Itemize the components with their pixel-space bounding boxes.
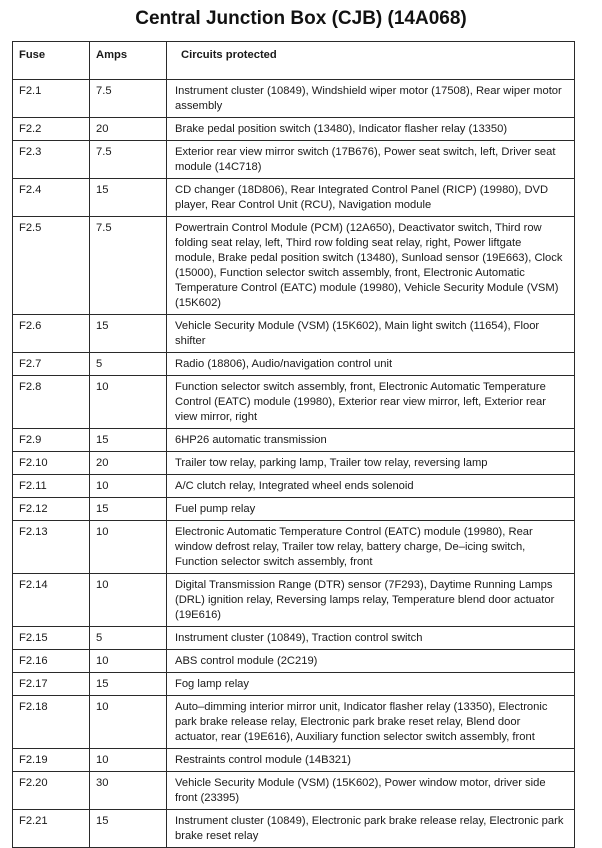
fuse-cell: F2.3 (13, 141, 90, 179)
circuits-cell: Function selector switch assembly, front, Electronic Automatic Temperature Control (EATC) module (19980), Exterior rear view mirror, left, Exterior rear view mirror, right (167, 376, 575, 429)
fuse-cell: F2.8 (13, 376, 90, 429)
header-fuse: Fuse (13, 42, 90, 80)
circuits-cell: Instrument cluster (10849), Windshield wiper motor (17508), Rear wiper motor assembly (167, 80, 575, 118)
table-row (13, 179, 575, 217)
fuse-cell: F2.4 (13, 179, 90, 217)
table-row (13, 353, 575, 376)
fuse-cell: F2.1 (13, 80, 90, 118)
table-row (13, 315, 575, 353)
amps-cell: 15 (90, 673, 167, 696)
table-row (13, 521, 575, 574)
table-row (13, 429, 575, 452)
header-circuits: Circuits protected (167, 42, 575, 80)
circuits-cell: Fuel pump relay (167, 498, 575, 521)
table-row (13, 749, 575, 772)
table-row (13, 673, 575, 696)
amps-cell: 15 (90, 498, 167, 521)
circuits-cell: ABS control module (2C219) (167, 650, 575, 673)
fuse-cell: F2.20 (13, 772, 90, 810)
table-row (13, 452, 575, 475)
amps-cell: 15 (90, 315, 167, 353)
fuse-cell: F2.2 (13, 118, 90, 141)
table-row (13, 376, 575, 429)
fuse-cell: F2.14 (13, 574, 90, 627)
table-row (13, 498, 575, 521)
circuits-cell: 6HP26 automatic transmission (167, 429, 575, 452)
circuits-cell: Powertrain Control Module (PCM) (12A650), Deactivator switch, Third row folding seat relay, left, Third row folding seat relay, right, Power liftgate module, Brake pedal position switch (13480), Sunload sensor (19E663), Clock (15000), Function selector switch assembly, front, Electronic Automatic Temperature Control (EATC) module (19980), Vehicle Security Module (VSM) (15K602) (167, 217, 575, 315)
amps-cell: 7.5 (90, 80, 167, 118)
table-row (13, 475, 575, 498)
circuits-cell: Vehicle Security Module (VSM) (15K602), Power window motor, driver side front (23395) (167, 772, 575, 810)
amps-cell: 15 (90, 179, 167, 217)
table-row (13, 118, 575, 141)
table-row (13, 810, 575, 848)
circuits-cell: Exterior rear view mirror switch (17B676), Power seat switch, left, Driver seat module (14C718) (167, 141, 575, 179)
circuits-cell: CD changer (18D806), Rear Integrated Control Panel (RICP) (19980), DVD player, Rear Control Unit (RCU), Navigation module (167, 179, 575, 217)
fuse-cell: F2.21 (13, 810, 90, 848)
table-row (13, 696, 575, 749)
fuse-cell: F2.17 (13, 673, 90, 696)
circuits-cell: Vehicle Security Module (VSM) (15K602), Main light switch (11654), Floor shifter (167, 315, 575, 353)
amps-cell: 10 (90, 696, 167, 749)
fuse-cell: F2.9 (13, 429, 90, 452)
circuits-cell: Instrument cluster (10849), Electronic park brake release relay, Electronic park brake reset relay (167, 810, 575, 848)
table-row (13, 80, 575, 118)
amps-cell: 5 (90, 353, 167, 376)
amps-cell: 10 (90, 376, 167, 429)
circuits-cell: Trailer tow relay, parking lamp, Trailer tow relay, reversing lamp (167, 452, 575, 475)
fuse-cell: F2.19 (13, 749, 90, 772)
fuse-cell: F2.18 (13, 696, 90, 749)
fuse-cell: F2.16 (13, 650, 90, 673)
fuse-cell: F2.13 (13, 521, 90, 574)
table-row (13, 217, 575, 315)
circuits-cell: Radio (18806), Audio/navigation control unit (167, 353, 575, 376)
circuits-cell: Electronic Automatic Temperature Control (EATC) module (19980), Rear window defrost relay, Trailer tow relay, battery charge, De–icing switch, Function selector switch assembly, front (167, 521, 575, 574)
amps-cell: 10 (90, 749, 167, 772)
amps-cell: 7.5 (90, 141, 167, 179)
fuse-table (12, 41, 575, 848)
circuits-cell: Instrument cluster (10849), Traction control switch (167, 627, 575, 650)
table-row (13, 627, 575, 650)
amps-cell: 15 (90, 429, 167, 452)
circuits-cell: Digital Transmission Range (DTR) sensor (7F293), Daytime Running Lamps (DRL) ignition relay, Reversing lamps relay, Temperature blend door actuator (19E616) (167, 574, 575, 627)
circuits-cell: Restraints control module (14B321) (167, 749, 575, 772)
amps-cell: 15 (90, 810, 167, 848)
circuits-cell: Brake pedal position switch (13480), Indicator flasher relay (13350) (167, 118, 575, 141)
circuits-cell: A/C clutch relay, Integrated wheel ends solenoid (167, 475, 575, 498)
table-row (13, 141, 575, 179)
page-title: Central Junction Box (CJB) (14A068) (135, 8, 467, 29)
amps-cell: 30 (90, 772, 167, 810)
table-header-row (13, 42, 575, 80)
amps-cell: 10 (90, 521, 167, 574)
fuse-cell: F2.10 (13, 452, 90, 475)
amps-cell: 20 (90, 452, 167, 475)
fuse-cell: F2.7 (13, 353, 90, 376)
amps-cell: 10 (90, 650, 167, 673)
fuse-cell: F2.11 (13, 475, 90, 498)
table-row (13, 650, 575, 673)
circuits-cell: Fog lamp relay (167, 673, 575, 696)
amps-cell: 20 (90, 118, 167, 141)
table-row (13, 772, 575, 810)
fuse-cell: F2.12 (13, 498, 90, 521)
fuse-cell: F2.6 (13, 315, 90, 353)
amps-cell: 5 (90, 627, 167, 650)
fuse-cell: F2.5 (13, 217, 90, 315)
circuits-cell: Auto–dimming interior mirror unit, Indicator flasher relay (13350), Electronic park brake release relay, Electronic park brake reset relay, Blend door actuator, rear (19E616), Auxiliary function selector switch assembly, front (167, 696, 575, 749)
fuse-cell: F2.15 (13, 627, 90, 650)
amps-cell: 7.5 (90, 217, 167, 315)
table-row (13, 574, 575, 627)
header-amps: Amps (90, 42, 167, 80)
amps-cell: 10 (90, 574, 167, 627)
amps-cell: 10 (90, 475, 167, 498)
